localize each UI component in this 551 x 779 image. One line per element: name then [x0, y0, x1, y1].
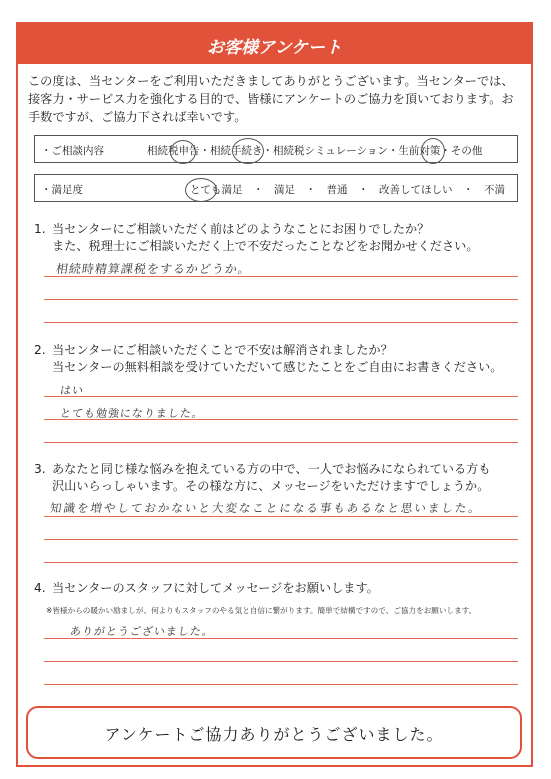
satisfaction-box	[34, 174, 518, 202]
answer-line	[44, 442, 518, 443]
answer-line	[44, 562, 518, 563]
page-title: お客様アンケート	[207, 38, 342, 58]
answer-line	[44, 396, 518, 397]
q4-note: ※皆様からの暖かい励ましが、何よりもスタッフのやる気と自信に繋がります。簡単で結構ですので、ご協力をお願いします。	[46, 606, 477, 615]
answer-line	[44, 661, 518, 662]
answer-line	[44, 322, 518, 323]
answer-line	[44, 539, 518, 540]
survey-sheet	[16, 22, 533, 767]
consult-type-label: ・ご相談内容	[41, 145, 104, 157]
answer-line	[44, 516, 518, 517]
handwritten-circle	[232, 138, 264, 164]
consult-type-box	[34, 135, 518, 163]
satisfaction-label: ・満足度	[41, 184, 83, 196]
answer-line	[44, 299, 518, 300]
question-text: また、税理士にご相談いただく上で不安だったことなどをお聞かせください。	[52, 239, 479, 253]
question-text: 当センターにご相談いただく前はどのようなことにお困りでしたか？	[52, 222, 430, 236]
handwritten-circle	[185, 178, 217, 202]
question-number: 3.	[34, 462, 46, 476]
question-text: 当センターのスタッフに対してメッセージをお願いします。	[52, 581, 379, 595]
thanks-box	[26, 706, 522, 759]
handwritten-answer: はい	[59, 384, 85, 397]
handwritten-answer: 知識を増やしておかないと大変なことになる事もあるなと思いました。	[49, 501, 483, 515]
question-text: 沢山いらっしゃいます。その様な方に、メッセージをいただけますでしょうか。	[52, 479, 490, 493]
answer-line	[44, 684, 518, 685]
question-text: あなたと同じ様な悩みを抱えている方の中で、一人でお悩みになられている方も	[52, 462, 491, 476]
handwritten-circle	[421, 138, 445, 164]
consult-type-options: 相続税申告・相続手続き・相続税シミュレーション・生前対策・その他	[147, 145, 483, 157]
thanks-message: アンケートご協力ありがとうございました。	[104, 725, 444, 744]
title-banner	[18, 24, 531, 64]
question-text: 当センターにご相談いただくことで不安は解消されましたか？	[52, 343, 393, 357]
question-text: 当センターの無料相談を受けていただいて感じたことをご自由にお書きください。	[52, 360, 503, 374]
handwritten-circle	[170, 140, 196, 164]
handwritten-answer: ありがとうございました。	[69, 625, 215, 638]
satisfaction-options: とても満足 ・ 満足 ・ 普通 ・ 改善してほしい ・ 不満	[190, 184, 505, 196]
handwritten-answer: とても勉強になりました。	[59, 407, 205, 420]
question-number: 1.	[34, 222, 46, 236]
question-number: 4.	[34, 581, 46, 595]
handwritten-answer: 相続時精算課税をするかどうか。	[54, 262, 252, 276]
intro-text: この度は、当センターをご利用いただきましてありがとうございます。当センターでは、接客力・サービス力を強化する目的で、皆様にアンケートのご協力を頂いております。お手数ですが、ご協力下されば幸いです。	[28, 74, 514, 124]
question-number: 2.	[34, 343, 46, 357]
